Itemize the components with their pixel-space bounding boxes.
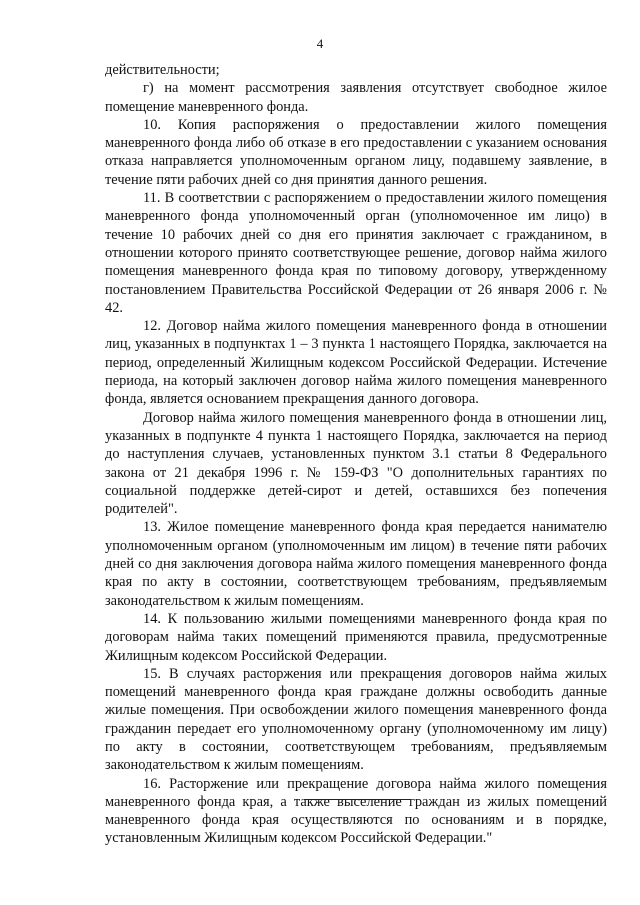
paragraph-10: 10. Копия распоряжения о предоставлении жилого помещения маневренного фонда либо об отказе в его предоставлении с указанием основания отказа направляется уполномоченным органом лицу, подавшему заявление, в течение пяти рабочих дней со дня принятия данного решения. bbox=[105, 116, 607, 188]
document-body bbox=[105, 61, 607, 848]
paragraph-12: 12. Договор найма жилого помещения маневренного фонда в отношении лиц, указанных в подпунктах 1 – 3 пункта 1 настоящего Порядка, заключается на период, определенный Жилищным кодексом Российской Федерации. Истечение периода, на который заключен договор найма жилого помещения маневренного фонда, является основанием прекращения данного договора. bbox=[105, 318, 607, 408]
paragraph-14: 14. К пользованию жилыми помещениями маневренного фонда края по договорам найма таких помещений применяются правила, предусмотренные Жилищным кодексом Российской Федерации. bbox=[105, 610, 607, 664]
paragraph-13: 13. Жилое помещение маневренного фонда края передается нанимателю уполномоченным органом (уполномоченным им лицом) в течение пяти рабочих дней со дня заключения договора найма жилого помещения маневренного фонда края по акту в состоянии, соответствующем требованиям, предъявляемым законодательством к жилым помещениям. bbox=[105, 519, 607, 609]
paragraph-continuation: действительности; bbox=[105, 62, 220, 78]
closing-separator-line bbox=[304, 799, 410, 800]
paragraph-12-continued: Договор найма жилого помещения маневренного фонда в отношении лиц, указанных в подпункте 4 пункта 1 настоящего Порядка, заключается на период до наступления случаев, установленных пунктом 3.1 статьи 8 Федерального закона от 21 декабря 1996 г. № 159-ФЗ "О дополнительных гарантиях по социальной поддержке детей-сирот и детей, оставшихся без попечения родителей". bbox=[105, 409, 607, 518]
page-number: 4 bbox=[316, 36, 324, 51]
paragraph-subitem-g: г) на момент рассмотрения заявления отсутствует свободное жилое помещение маневренного фонда. bbox=[105, 80, 607, 115]
paragraph-16: 16. Расторжение или прекращение договора найма жилого помещения маневренного фонда края, а также выселение граждан из жилых помещений маневренного фонда края осуществляются по основаниям и в порядке, установленным Жилищным кодексом Российской Федерации." bbox=[105, 775, 607, 847]
paragraph-11: 11. В соответствии с распоряжением о предоставлении жилого помещения маневренного фонда уполномоченный орган (уполномоченное им лицо) в течение 10 рабочих дней со дня его принятия заключает с гражданином, в отношении которого принято соответствующее решение, договор найма жилого помещения маневренного фонда края по типовому договору, утвержденному постановлением Правительства Российской Федерации от 26 января 2006 г. № 42. bbox=[105, 190, 607, 316]
paragraph-15: 15. В случаях расторжения или прекращения договоров найма жилых помещений маневренного фонда края граждане должны освободить данные жилые помещения. При освобождении жилого помещения маневренного фонда гражданин передает его уполномоченному органу (уполномоченному им лицу) по акту в состоянии, соответствующем требованиям, предъявляемым законодательством к жилым помещениям. bbox=[105, 665, 607, 774]
